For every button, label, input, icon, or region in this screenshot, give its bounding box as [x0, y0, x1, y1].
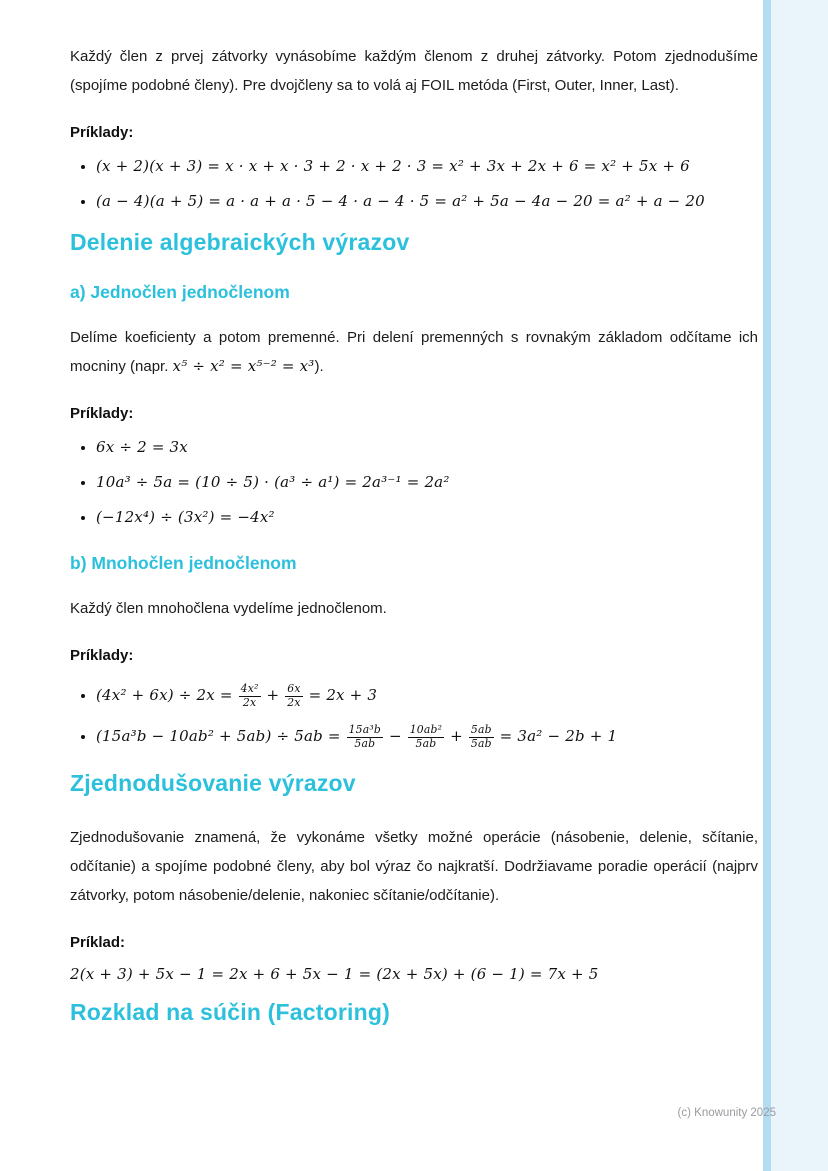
math-expression: 10a³ ÷ 5a = (10 ÷ 5) · (a³ ÷ a¹) = 2a³⁻¹ = 2a² — [96, 473, 450, 491]
heading-zjednodusovanie: Zjednodušovanie výrazov — [70, 770, 356, 796]
paragraph-text: ). — [314, 358, 324, 375]
list-item — [96, 471, 758, 494]
math-expression-fractions: (15a³b − 10ab² + 5ab) ÷ 5ab = $\frac{\text{15a³b}}{5ab}$ − $\frac{\text{10ab²}}{5ab}$ + $\frac{5ab}{5ab}$ = 3a² − 2b + 1 — [96, 722, 618, 750]
paragraph-zjednodusovanie: Zjednodušovanie znamená, že vykonáme všetky možné operácie (násobenie, delenie, sčítanie, odčítanie) a spojíme podobné členy, aby bol výraz čo najkratší. Dodržiavame poradie operácií (najprv zátvorky, potom násobenie/delenie, nakoniec sčítanie/odčítanie). — [70, 829, 758, 904]
math-expression: (x + 2)(x + 3) = x · x + x · 3 + 2 · x + 2 · 3 = x² + 3x + 2x + 6 = x² + 5x + 6 — [96, 157, 690, 175]
paragraph-delenie — [70, 323, 758, 381]
footer-credit: (c) Knowunity 2025 — [677, 1107, 776, 1119]
examples-label-poly: Príklady: — [70, 647, 134, 664]
simplify-math-line — [70, 965, 758, 983]
math-expression: 6x ÷ 2 = 3x — [96, 438, 188, 456]
poly-example-list — [70, 678, 758, 754]
list-item — [96, 506, 758, 529]
heading-rozklad-factoring: Rozklad na súčin (Factoring) — [70, 999, 390, 1025]
paragraph-text: Delíme koeficienty a potom premenné. Pri delení premenných s rovnakým základom odčítame ich mocniny (napr. — [70, 329, 758, 375]
example-label-simplify: Príklad: — [70, 934, 126, 951]
right-page-band — [771, 0, 828, 1171]
inline-math: x⁵ ÷ x² = x⁵⁻² = x³ — [172, 357, 315, 375]
math-expression: (a − 4)(a + 5) = a · a + a · 5 − 4 · a − 4 · 5 = a² + 5a − 4a − 20 = a² + a − 20 — [96, 192, 705, 210]
division-example-list — [70, 436, 758, 529]
list-item — [96, 678, 758, 713]
list-item — [96, 436, 758, 459]
math-expression: (−12x⁴) ÷ (3x²) = −4x² — [96, 508, 275, 526]
list-item — [96, 155, 758, 178]
math-expression: 2(x + 3) + 5x − 1 = 2x + 6 + 5x − 1 = (2x + 5x) + (6 − 1) = 7x + 5 — [70, 965, 599, 983]
list-item — [96, 719, 758, 754]
foil-example-list — [70, 155, 758, 213]
math-expression-fractions: (4x² + 6x) ÷ 2x = $\frac{\text{4x²}}{2x}$ + $\frac{6x}{2x}$ = 2x + 3 — [96, 681, 378, 709]
heading-delenie-vyrazov: Delenie algebraických výrazov — [70, 229, 410, 255]
paragraph-mnohoclen: Každý člen mnohočlena vydelíme jednočlenom. — [70, 600, 387, 617]
subheading-mnohoclen-jednoclenom: b) Mnohočlen jednočlenom — [70, 553, 297, 573]
paragraph-foil-intro: Každý člen z prvej zátvorky vynásobíme každým členom z druhej zátvorky. Potom zjednodušíme (spojíme podobné členy). Pre dvojčleny sa to volá aj FOIL metóda (First, Outer, Inner, Last). — [70, 48, 758, 94]
examples-label-division: Príklady: — [70, 405, 134, 422]
right-accent-stripe — [763, 0, 771, 1171]
list-item — [96, 190, 758, 213]
document-content — [70, 42, 758, 1052]
subheading-jednoclen-jednoclenom: a) Jednočlen jednočlenom — [70, 282, 290, 302]
examples-label-foil: Príklady: — [70, 124, 134, 141]
